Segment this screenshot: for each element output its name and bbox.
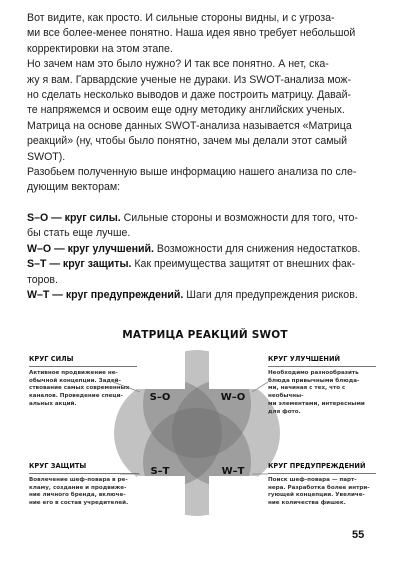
vector-so: S–O — круг силы. Сильные стороны и возможности для того, что- бы стать еще лучше.	[27, 211, 358, 240]
page-number: 55	[352, 529, 365, 541]
diagram-title: МАТРИЦА РЕАКЦИЙ SWOT	[122, 329, 288, 341]
paragraph-2: Но зачем нам это было нужно? И так все понятно. А нет, ска- жу я вам. Гарвардские ученые не дураки. Из SWOT-анализа мож- но сделать несколько выводов и даже построить матрицу. Давай- те напряжемся и освоим еще одну методику английских ученых. Матрица на основе данных SWOT-анализа называется «Матрица реакций» (ну, чтобы было понятно, зачем мы делали этот самый SWOT).	[27, 58, 352, 163]
paragraph-3: Разобьем полученную выше информацию нашего анализа по сле- дующим векторам:	[27, 166, 357, 194]
vector-st-term: S–T — круг защиты.	[27, 258, 132, 271]
label-box-so	[137, 351, 185, 389]
callout-power-text: Активное продвижение не- обычной концепции. Задей- ствование самых современных каналов. Проведение специ- альных акций.	[29, 370, 130, 407]
quadrant-label-st: S–T	[150, 466, 170, 477]
paragraph-1: Вот видите, как просто. И сильные стороны видны, и с угроза- ми все более-менее понятно. Наша идея явно требует небольшой корректировки на этом этапе.	[27, 12, 356, 55]
callout-protection-title: КРУГ ЗАЩИТЫ	[29, 462, 139, 474]
callout-improvement-title: КРУГ УЛУЧШЕНИЙ	[268, 355, 376, 367]
vector-wo-term: W–O — круг улучшений.	[27, 242, 154, 255]
label-box-wt	[209, 476, 257, 514]
vector-wo: W–O — круг улучшений. Возможности для снижения недостатков.	[27, 242, 361, 255]
callout-power-circle	[29, 355, 137, 409]
callout-warning-text: Поиск шеф-повара — парт- нера. Разработка более интри- гующей концепции. Увеличе- ние количества фишек.	[268, 477, 370, 507]
quadrant-label-wt: W–T	[221, 466, 245, 477]
vector-wt: W–T — круг предупреждений. Шаги для предупреждения рисков.	[27, 288, 358, 301]
label-box-st	[137, 476, 185, 514]
callout-power-title: КРУГ СИЛЫ	[29, 355, 137, 367]
vector-wt-term: W–T — круг предупреждений.	[27, 288, 184, 301]
callout-warning-title: КРУГ ПРЕДУПРЕЖДЕНИЙ	[268, 462, 376, 474]
callout-improvement-text: Необходимо разнообразить блюда привычными блюда- ми, начиная с тех, что с необычны- ми элементами, интересными для фото.	[268, 370, 365, 415]
vector-st: S–T — круг защиты. Как преимущества защитят от внешних фак- торов.	[27, 258, 356, 286]
callout-protection-text: Вовлечение шеф-повара в ре- кламу, создание и продвиже- ние личного бренда, включе- ние его в состав учредителей.	[29, 477, 129, 507]
callout-protection-circle	[29, 462, 139, 508]
quadrant-label-wo: W–O	[220, 392, 246, 403]
label-box-wo	[209, 351, 257, 389]
vector-so-term: S–O — круг силы.	[27, 211, 121, 224]
quadrant-label-so: S–O	[149, 392, 171, 403]
callout-warning-circle	[268, 462, 376, 508]
callout-improvement-circle	[268, 355, 376, 416]
